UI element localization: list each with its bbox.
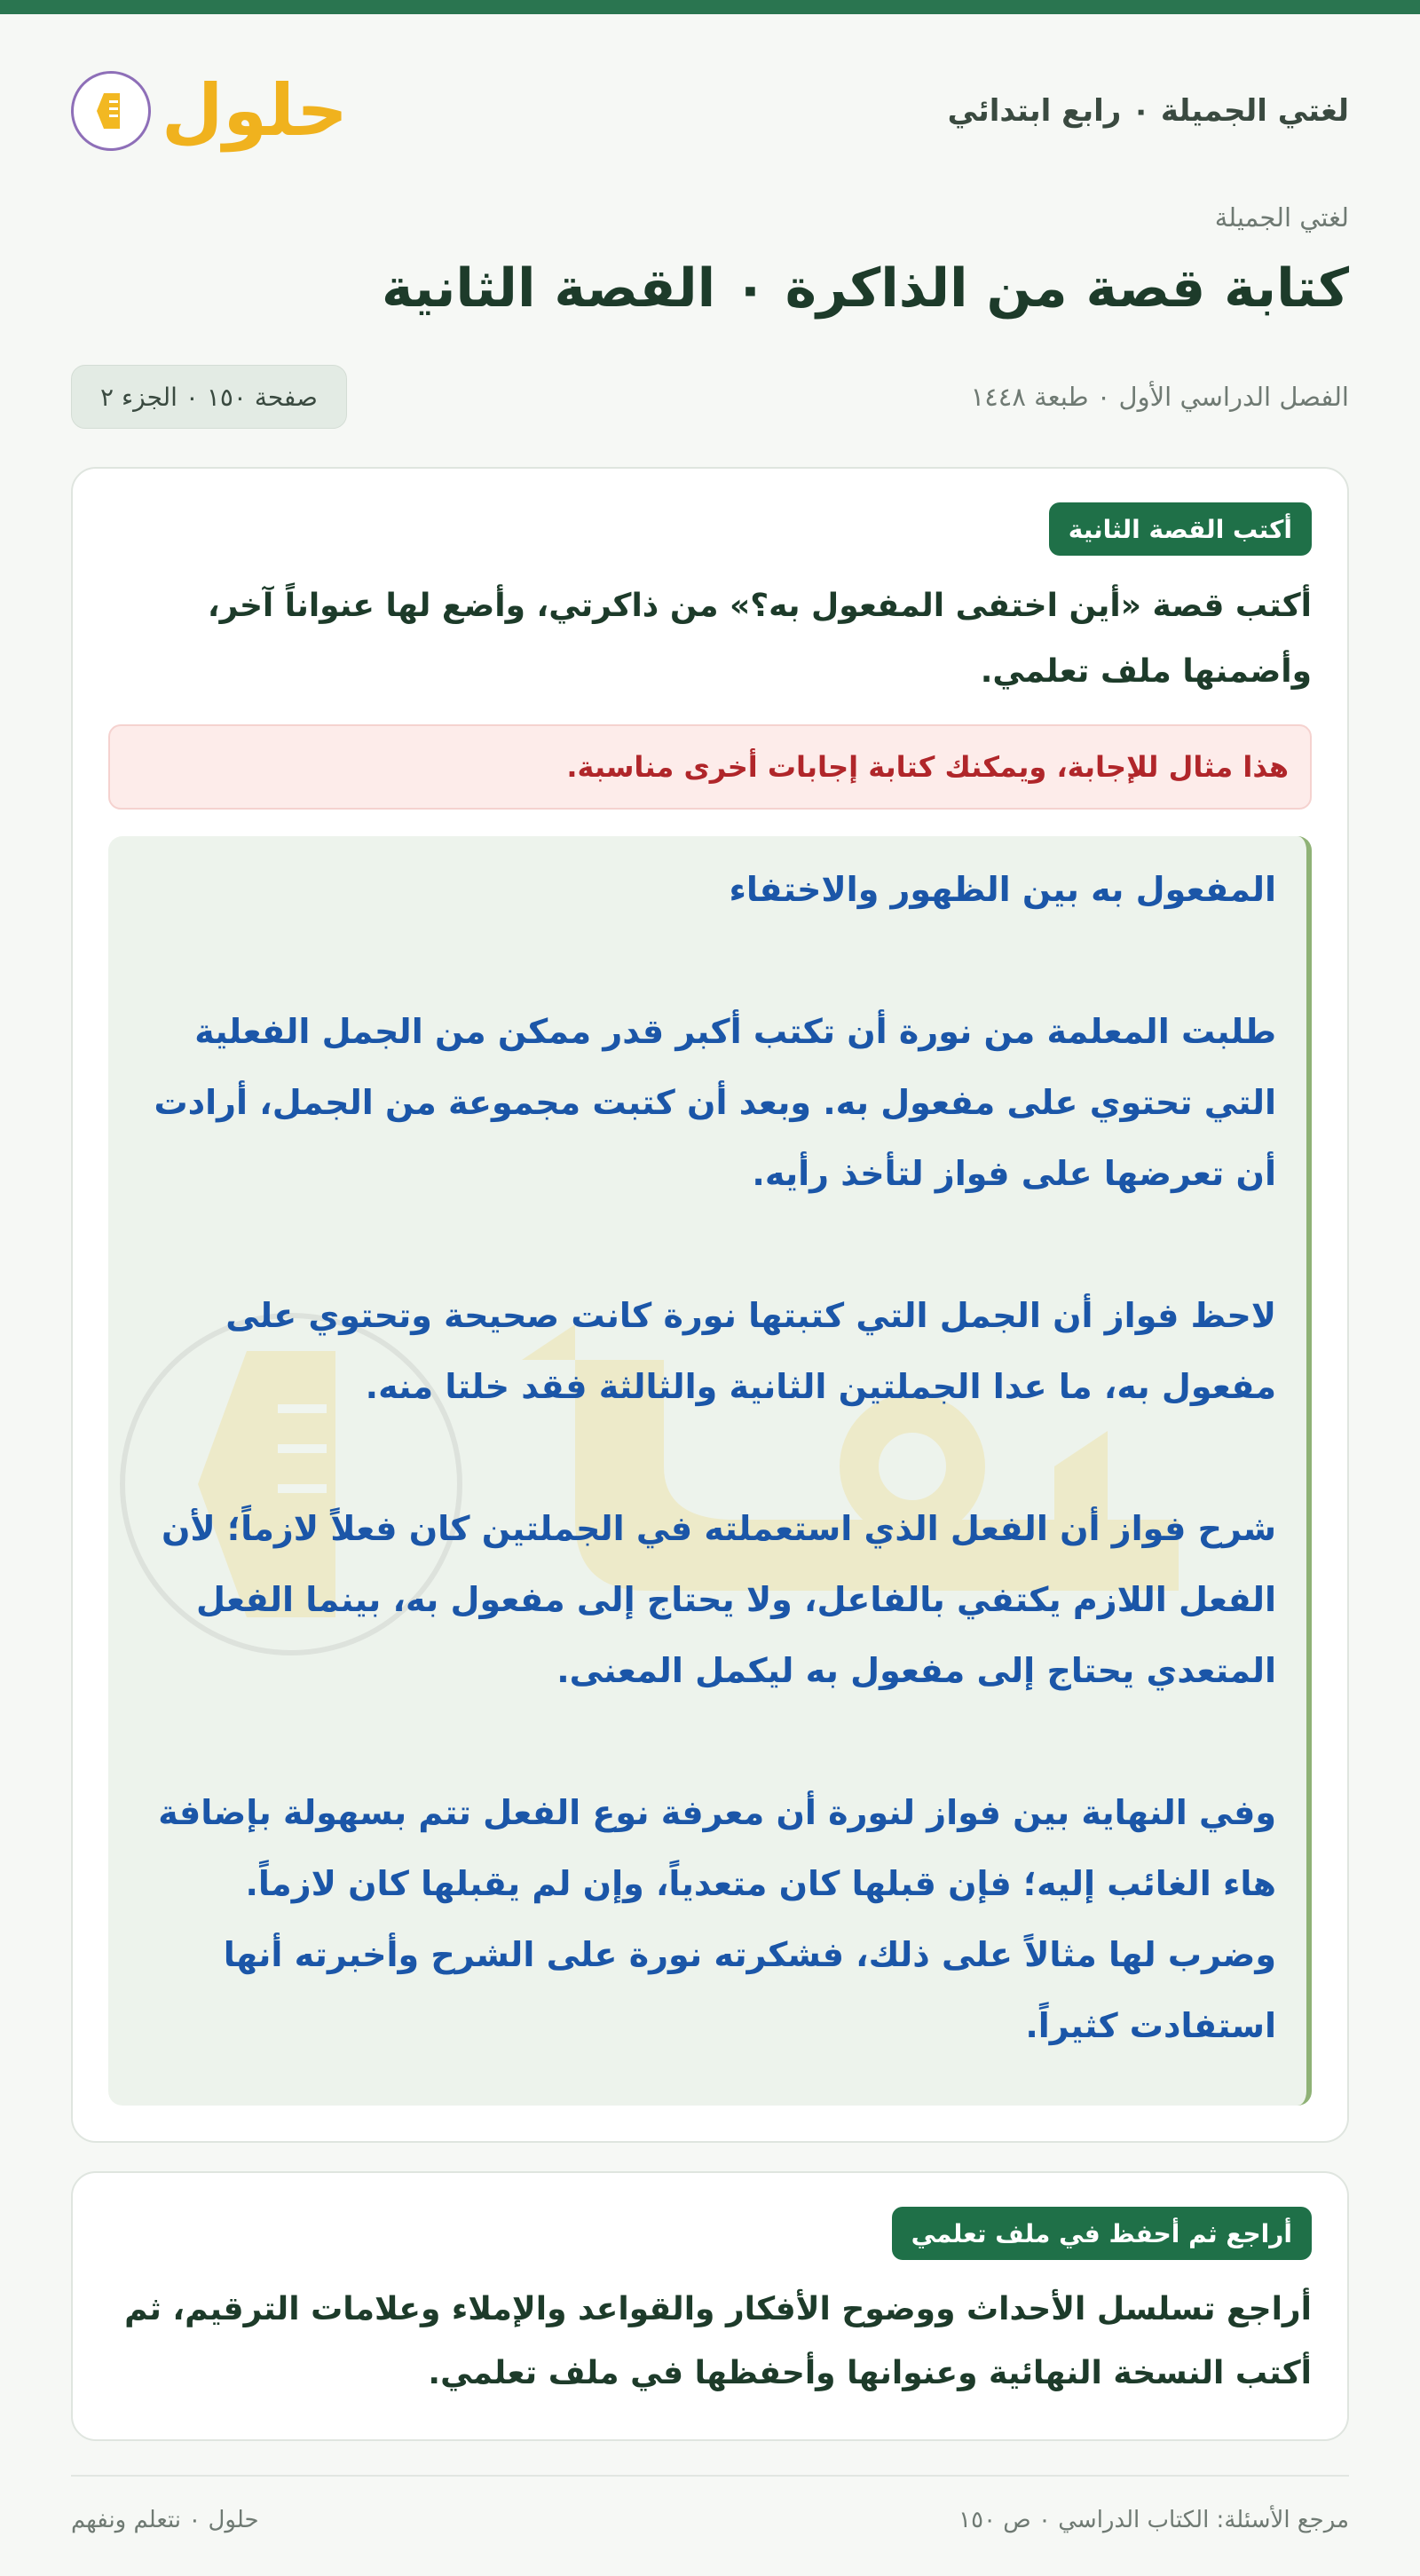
task-card [71, 467, 1349, 2143]
footer-divider [71, 2475, 1349, 2477]
header-title: لغتي الجميلة ٠ رابع ابتدائي [947, 93, 1349, 129]
review-card [71, 2171, 1349, 2441]
page-title: كتابة قصة من الذاكرة ٠ القصة الثانية [382, 257, 1349, 320]
task-question: أكتب قصة «أين اختفى المفعول به؟» من ذاكرتي، وأضع لها عنواناً آخر، وأضمنها ملف تعلمي. [207, 588, 1312, 690]
page-footer [71, 2498, 1349, 2542]
answer-title: المفعول به بين الظهور والاختفاء [729, 870, 1276, 909]
site-logo[interactable] [71, 71, 348, 151]
footer-reference: مرجع الأسئلة: الكتاب الدراسي ٠ ص ١٥٠ [958, 2507, 1349, 2533]
answer-paragraph: طلبت المعلمة من نورة أن تكتب أكبر قدر ممكن من الجمل الفعلية التي تحتوي على مفعول به. وبعد أن كتبت مجموعة من الجمل، أرادت أن تعرضها على فواز لتأخذ رأيه. [154, 1012, 1276, 1193]
answer-box [108, 836, 1312, 2106]
meta-row [71, 364, 1349, 430]
logo-wordmark: حلول [162, 69, 348, 152]
site-header [71, 53, 1349, 169]
task-badge: أكتب القصة الثانية [1049, 502, 1312, 556]
answer-note: هذا مثال للإجابة، ويمكنك كتابة إجابات أخرى مناسبة. [108, 724, 1312, 810]
subject-label: لغتي الجميلة [1214, 202, 1349, 233]
answer-paragraph: لاحظ فواز أن الجمل التي كتبتها نورة كانت صحيحة وتحتوي على مفعول به، ما عدا الجملتين الثانية والثالثة فقد خلتا منه. [225, 1296, 1276, 1406]
review-text: أراجع تسلسل الأحداث ووضوح الأفكار والقواعد والإملاء وعلامات الترقيم، ثم أكتب النسخة النهائية وعنوانها وأحفظها في ملف تعلمي. [124, 2291, 1312, 2391]
footer-brand[interactable]: حلول ٠ نتعلم ونفهم [71, 2507, 259, 2533]
answer-paragraph: وفي النهاية بين فواز لنورة أن معرفة نوع الفعل تتم بسهولة بإضافة هاء الغائب إليه؛ فإن قبلها كان متعدياً، وإن لم يقبلها كان لازماً. وضرب لها مثالاً على ذلك، فشكرته نورة على الشرح وأخبرته أنها استفادت كثيراً. [158, 1793, 1276, 2045]
answer-paragraph: شرح فواز أن الفعل الذي استعملته في الجملتين كان فعلاً لازماً؛ لأن الفعل اللازم يكتفي بالفاعل، ولا يحتاج إلى مفعول به، بينما الفعل المتعدي يحتاج إلى مفعول به ليكمل المعنى. [161, 1509, 1276, 1690]
page-chip: صفحة ١٥٠ ٠ الجزء ٢ [71, 365, 347, 429]
review-badge: أراجع ثم أحفظ في ملف تعلمي [892, 2207, 1312, 2260]
book-logo-icon [71, 71, 151, 151]
answer-text [138, 854, 1276, 2061]
semester-info: الفصل الدراسي الأول ٠ طبعة ١٤٤٨ [970, 382, 1349, 412]
top-accent-bar [0, 0, 1420, 14]
